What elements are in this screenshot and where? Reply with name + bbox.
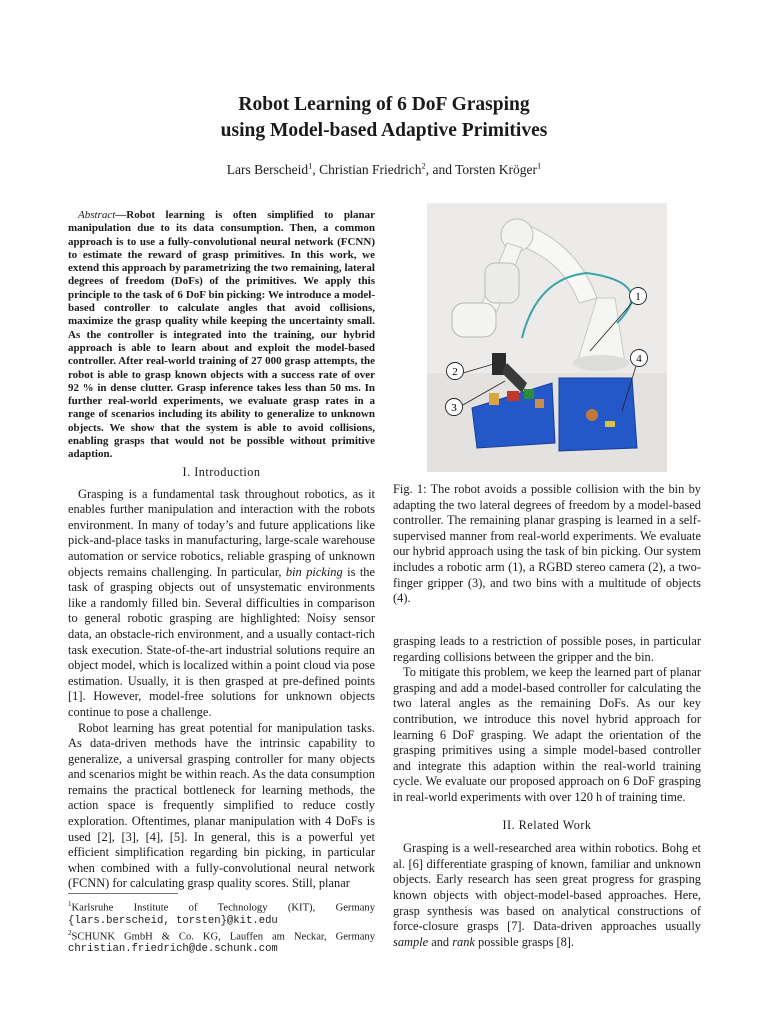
footnotes	[68, 898, 375, 955]
footnote-1	[68, 898, 375, 915]
section-heading-related-work: II. Related Work	[502, 817, 592, 832]
figure-caption: Fig. 1: The robot avoids a possible collision with the bin by adapting the two lateral degrees of freedom by a model-based controller. The remaining planar grasping is learned in a self-supervised manner from real-world experiments. We evaluate our hybrid approach using the task of bin picking. Our system includes a robotic arm (1), a RGBD stereo camera (2), a two-finger gripper (3), and two bins with a multitude of objects (4).	[393, 482, 701, 606]
right-column	[393, 634, 701, 950]
right-bin	[559, 378, 637, 451]
footnote-email: {lars.berscheid, torsten}@kit.edu	[68, 914, 278, 927]
abstract-text: Robot learning is often simplified to planar manipulation due to its data consumption. Then, a common approach is to use a fully-convolutional neural network (FCNN) to estimate the reward of grasp primitives. In this work, we extend this approach by parametrizing the two remaining, lateral degrees of freedom (DoFs) of the primitives. We apply this principle to the task of 6 DoF bin picking: We introduce a model-based controller to calculate angles that avoid collisions, maximize the grasp quality while keeping the uncertainty small. As the controller is integrated into the training, our hybrid approach is able to learn about and exploit the model-based controller. After real-world training of 27 000 grasp attempts, the robot is able to grasp known objects with a success rate of over 92 % in dense clutter. Grasp inference takes less than 50 ms. In further real-world experiments, we evaluate grasp rates in a range of scenarios including its ability to generalize to unknown objects. We show that the system is able to avoid collisions, enabling grasps that would not be possible without primitive adaption.	[68, 209, 375, 461]
object	[489, 393, 499, 405]
related-paragraph	[393, 841, 701, 950]
abstract-lead: Abstract	[78, 209, 116, 221]
author-separator: ,	[312, 162, 320, 177]
object	[586, 409, 598, 421]
emphasis: bin picking	[285, 564, 343, 579]
text-run: Grasping is a fundamental task throughout robotics, as it enables further manipulation and interaction with the robots environment. In many of today’s and future applications like pick-and-place tasks in manufacturing, large-scale warehouse automation or service robotics, reliable grasping of unknown objects remains challenging. In particular,	[68, 486, 375, 579]
body-paragraph: To mitigate this problem, we keep the learned part of planar grasping and add a model-based controller for calculating the two lateral angles as the remaining DoFs. As our key contribution, we introduce this novel hybrid approach for learning 6 DoF grasping. We adapt the orientation of the grasping primitives using a simple model-based controller and integrate this adaption within the real-world training cycle. We evaluate our proposed approach on 6 DoF grasping in real-world experiments with over 120 h of training time.	[393, 665, 701, 804]
callout-label: 1	[635, 291, 641, 303]
footnote-email: christian.friedrich@de.schunk.com	[68, 943, 278, 956]
object	[507, 391, 519, 401]
footnote-2	[68, 927, 375, 944]
callout-label: 3	[451, 402, 457, 414]
text-run: Grasping is a well-researched area within robotics. Bohg et al. [6] differentiate grasping of known, familiar and unknown objects. Early research has seen great progress for grasping known objects with object-model-based approaches. Here, grasp synthesis was based on analytical constructions of force-closure grasps [7]. Data-driven approaches usually	[393, 841, 701, 934]
affiliation-mark: 1	[536, 160, 542, 171]
object	[524, 389, 534, 399]
callout-label: 4	[636, 353, 642, 365]
footnote-text: SCHUNK GmbH & Co. KG, Lauffen am Neckar, Germany	[71, 931, 375, 943]
emphasis: sample	[393, 934, 429, 949]
title-line-2: using Model-based Adaptive Primitives	[220, 120, 548, 141]
body-paragraph: grasping leads to a restriction of possible poses, in particular regarding collisions between the gripper and the bin.	[393, 634, 701, 664]
title-line-1: Robot Learning of 6 DoF Grasping	[238, 94, 530, 115]
callout-label: 2	[452, 366, 458, 378]
robot-base-foot	[573, 355, 629, 371]
robot-photo	[427, 203, 667, 472]
abstract-dash: —	[115, 209, 127, 221]
affiliation-mark: 2	[421, 160, 426, 171]
object	[605, 421, 615, 427]
text-run: possible grasps [8].	[474, 934, 575, 949]
robot-wrist	[485, 263, 519, 303]
robot-hand	[452, 303, 496, 337]
intro-paragraph	[68, 487, 375, 721]
author-name: Torsten Kröger	[455, 162, 537, 177]
object	[535, 399, 544, 408]
abstract	[68, 209, 375, 462]
author-separator: , and	[425, 162, 456, 177]
paper-title	[0, 92, 768, 144]
left-column	[68, 465, 375, 892]
author-list	[0, 162, 768, 178]
footnote-mark: 1	[68, 900, 72, 908]
affiliation-mark: 1	[308, 160, 313, 171]
footnote-mark: 2	[68, 928, 72, 937]
figure-robot-setup	[427, 203, 667, 472]
author-name: Lars Berscheid	[226, 162, 309, 177]
footnote-rule	[68, 893, 178, 894]
text-run: and	[428, 934, 453, 949]
author-name: Christian Friedrich	[319, 162, 422, 177]
footnote-text: Karlsruhe Institute of Technology (KIT), Germany	[71, 902, 375, 914]
text-run: is the task of grasping objects out of unsystematic environments like a randomly filled bin. Several difficulties in comparison to general robotic grasping are highlighted: Noisy sensor data, an obstacle-rich environment, and a usually contact-rich task execution. State-of-the-art industrial solutions require an object model, which is localized within a point cloud via pose estimation. Usually, it is then grasped at pre-defined points [1]. However, model-free solutions for unknown objects continue to pose a challenge.	[68, 564, 375, 719]
emphasis: rank	[452, 934, 475, 949]
intro-paragraph: Robot learning has great potential for manipulation tasks. As data-driven methods have the intrinsic capability to generalize, a universal grasping controller for many objects and scenarios might be within reach. As the data consumption remains the practical bottleneck for learning methods, the action space is frequently simplified to reduce costly exploration. Oftentimes, planar manipulation with 4 DoFs is used [2], [3], [4], [5]. In general, this is a powerful yet efficient simplification regarding bin picking, in particular when combined with a fully-convolutional neural network (FCNN) for calculating grasp quality scores. Still, planar	[68, 720, 375, 891]
section-heading-introduction: I. Introduction	[182, 465, 261, 479]
